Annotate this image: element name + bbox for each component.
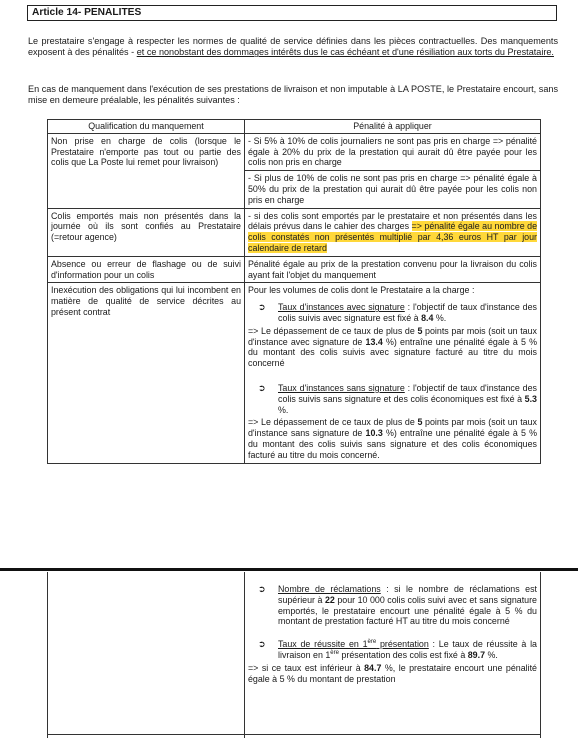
note-text-part: points par mois (soit un taux d'instance sans signature de [248, 417, 537, 439]
table-row [48, 283, 541, 463]
bullet-value: 22 [324, 594, 335, 605]
intro-underlined-text: et ce nonobstant des dommages intérêts dus le cas échéant et d'une résiliation aux torts du Prestataire. [136, 47, 554, 58]
table-row [48, 572, 541, 738]
note-instances-avec-signature [248, 326, 537, 369]
bullet-title: Taux d'instances sans signature [278, 382, 405, 393]
arrow-bullet-icon: ➲ [258, 302, 266, 313]
table-row [48, 256, 541, 283]
bullet-title: Nombre de réclamations [278, 584, 381, 594]
intro-paragraph-1 [28, 36, 558, 58]
row1-qualification: Non prise en charge de colis (lorsque le Prestataire n'emporte pas tout ou partie des colis que La Poste lui remet pour livraison) [48, 133, 245, 208]
note-taux-reussite [248, 663, 537, 685]
intro-paragraph-2: En cas de manquement dans l'exécution de ses prestations de livraison et non imputable à LA POSTE, le Prestataire encourt, sans mise en demeure préalable, les pénalités suivantes : [28, 84, 558, 106]
note-value: 13.4 [365, 336, 383, 347]
bullet-text-part: %. [278, 404, 289, 415]
bullet-text-part: : si le nombre de réclamations est supérieur à [278, 584, 537, 605]
column-header-qualification: Qualification du manquement [48, 120, 245, 134]
penalties-table-continued [47, 572, 541, 738]
superscript: ère [367, 639, 377, 646]
intro-text: Le prestataire s'engage à respecter les normes de qualité de service définies dans les pièces contractuelles. Des manquements exposent à des pénalités - [28, 36, 558, 58]
note-text-part: => Le dépassement de ce taux de plus de [248, 417, 418, 428]
note-value: 5 [417, 325, 423, 336]
note-value: 84.7 [364, 662, 382, 673]
bullet-text [278, 383, 537, 415]
bullet-text-part: : l'objectif de taux d'instance des colis suivis avec signature est fixé à [278, 302, 537, 323]
note-text-part: => si ce taux est inférieur à [248, 662, 365, 673]
bullet-title: Taux d'instances avec signature [278, 302, 405, 313]
bullet-value: 5.3 [524, 393, 537, 404]
row4-qualification: Inexécution des obligations qui lui incombent en matière de qualité de service décrites au présent contrat [48, 283, 245, 463]
row2-penalty-text: - si des colis sont emportés par le prestataire et non présentés dans les délais prévus dans le cahier des charges [248, 210, 537, 232]
bullet-taux-reussite [258, 639, 537, 661]
row1-penalty [245, 133, 541, 208]
note-text-part: => Le dépassement de ce taux de plus de [248, 325, 418, 336]
bullet-text-part: pour 10 000 colis colis suivi avec et sans signature emportés, le prestataire encourt une pénalité égale à 5 % du montant de prestation facturé HT au titre du mois concerné [278, 594, 537, 627]
note-text-part: %) entraîne une pénalité égale à 5 % du montant des colis suivis sans signature et des colis économiques facturé au titre du mois concerné. [248, 428, 538, 460]
penalties-table [47, 119, 541, 464]
row5-penalty [245, 572, 541, 738]
row5-qualification-empty [48, 572, 245, 738]
note-value: 5 [417, 417, 423, 428]
table-bottom-border [47, 734, 540, 735]
row1-divider [245, 170, 540, 171]
page-break-line [0, 568, 578, 571]
bullet-text [278, 584, 537, 627]
bullet-text-part: : l'objectif de taux d'instance des colis suivis sans signature et des colis économiques est fixé à [278, 382, 537, 404]
note-instances-sans-signature [248, 417, 537, 460]
bullet-value: 8.4 [421, 312, 434, 323]
note-text-part: points par mois (soit un taux d'instance avec signature de [248, 325, 537, 347]
bullet-instances-avec-signature [258, 302, 537, 324]
row2-penalty-highlight: => pénalité égale au nombre de colis constatés non présentés multiplié par 4,36 euros HT par jour calendaire de retard [248, 221, 537, 253]
row3-penalty: Pénalité égale au prix de la prestation convenu pour la livraison du colis ayant fait l'objet du manquement [245, 256, 541, 283]
bullet-text-part: : Le taux de réussite à la livraison en 1 [278, 639, 537, 660]
note-text-part: %) entraîne une pénalité égale à 5 % du montant des colis suivis avec signature facturé au titre du mois concerné [248, 336, 538, 369]
row2-penalty [245, 208, 541, 256]
bullet-title [278, 639, 429, 649]
bullet-title-part: Taux de réussite en 1 [278, 639, 368, 650]
bullet-text-part: %. [485, 649, 498, 660]
column-header-penalty: Pénalité à appliquer [245, 120, 541, 134]
table-row [48, 133, 541, 208]
row4-intro: Pour les volumes de colis dont le Prestataire a la charge : [248, 285, 475, 296]
arrow-bullet-icon: ➲ [258, 382, 266, 393]
article-title: Article 14- PENALITES [27, 5, 557, 21]
note-value: 10.3 [365, 428, 383, 439]
bullet-text-part: présentation des colis est fixé à [338, 649, 468, 660]
row3-qualification: Absence ou erreur de flashage ou de suivi d'information pour un colis [48, 256, 245, 283]
bullet-title-part: présentation [376, 639, 429, 650]
superscript: ère [330, 650, 339, 657]
row4-penalty [245, 283, 541, 463]
bullet-value: 89.7 [467, 649, 486, 660]
bullet-text [278, 639, 537, 661]
arrow-bullet-icon: ➲ [258, 639, 266, 650]
row1-penalty-b: - Si plus de 10% de colis ne sont pas pris en charge => pénalité égale à 50% du prix de la prestation qui aurait dû être payée pour les colis non pris en charge [248, 173, 537, 205]
row1-penalty-a: - Si 5% à 10% de colis journaliers ne sont pas pris en charge => pénalité égale à 20% du prix de la prestation qui aurait dû être payée pour les colis non pris en charge [248, 135, 537, 168]
table-row [48, 208, 541, 256]
row2-qualification: Colis emportés mais non présentés dans la journée où ils sont confiés au Prestataire (=retour agence) [48, 208, 245, 256]
arrow-bullet-icon: ➲ [258, 584, 266, 594]
bullet-text-part: %. [433, 312, 447, 323]
bullet-instances-sans-signature [258, 383, 537, 415]
note-text-part: %, le prestataire encourt une pénalité égale à 5 % du montant de prestation [248, 662, 537, 684]
bullet-text [278, 302, 537, 324]
bullet-reclamations [258, 584, 537, 627]
table-header-row [48, 120, 541, 134]
